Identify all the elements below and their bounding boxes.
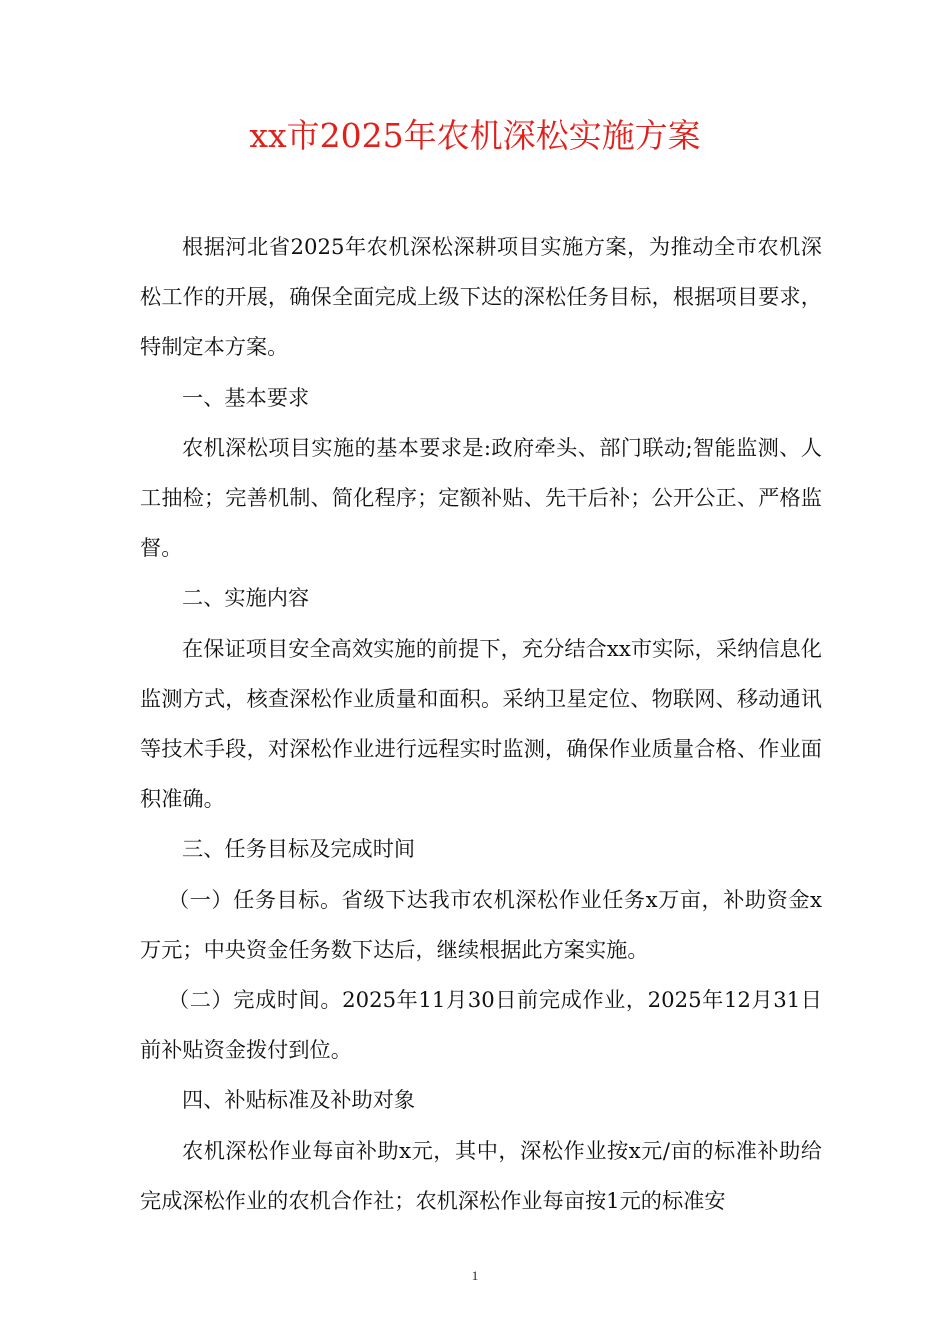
subsidy-paragraph: 农机深松作业每亩补助x元，其中，深松作业按x元/亩的标准补助给完成深松作业的农机合作社；农机深松作业每亩按1元的标准安: [140, 1137, 822, 1213]
section-heading-basic-requirements: 一、基本要求: [182, 384, 310, 410]
page-number: 1: [471, 1268, 479, 1283]
document-body: [140, 222, 822, 1226]
document-title: xx市2025年农机深松实施方案: [249, 116, 701, 155]
section-heading-subsidy: 四、补贴标准及补助对象: [182, 1087, 416, 1113]
intro-paragraph: 根据河北省2025年农机深松深耕项目实施方案，为推动全市农机深松工作的开展，确保全面完成上级下达的深松任务目标，根据项目要求，特制定本方案。: [140, 234, 822, 360]
task-target-paragraph: （一）任务目标。省级下达我市农机深松作业任务x万亩，补助资金x万元；中央资金任务数下达后，继续根据此方案实施。: [140, 886, 822, 962]
completion-time-paragraph: （二）完成时间。2025年11月30日前完成作业，2025年12月31日前补贴资金拨付到位。: [140, 987, 822, 1063]
section-heading-implementation-content: 二、实施内容: [182, 585, 310, 611]
implementation-content-paragraph: 在保证项目安全高效实施的前提下，充分结合xx市实际，采纳信息化监测方式，核查深松作业质量和面积。采纳卫星定位、物联网、移动通讯等技术手段，对深松作业进行远程实时监测，确保作业质量合格、作业面积准确。: [140, 635, 822, 812]
section-heading-targets-and-timeline: 三、任务目标及完成时间: [182, 836, 416, 862]
basic-requirements-paragraph: 农机深松项目实施的基本要求是:政府牵头、部门联动;智能监测、人工抽检；完善机制、简化程序；定额补贴、先干后补；公开公正、严格监督。: [140, 434, 822, 561]
